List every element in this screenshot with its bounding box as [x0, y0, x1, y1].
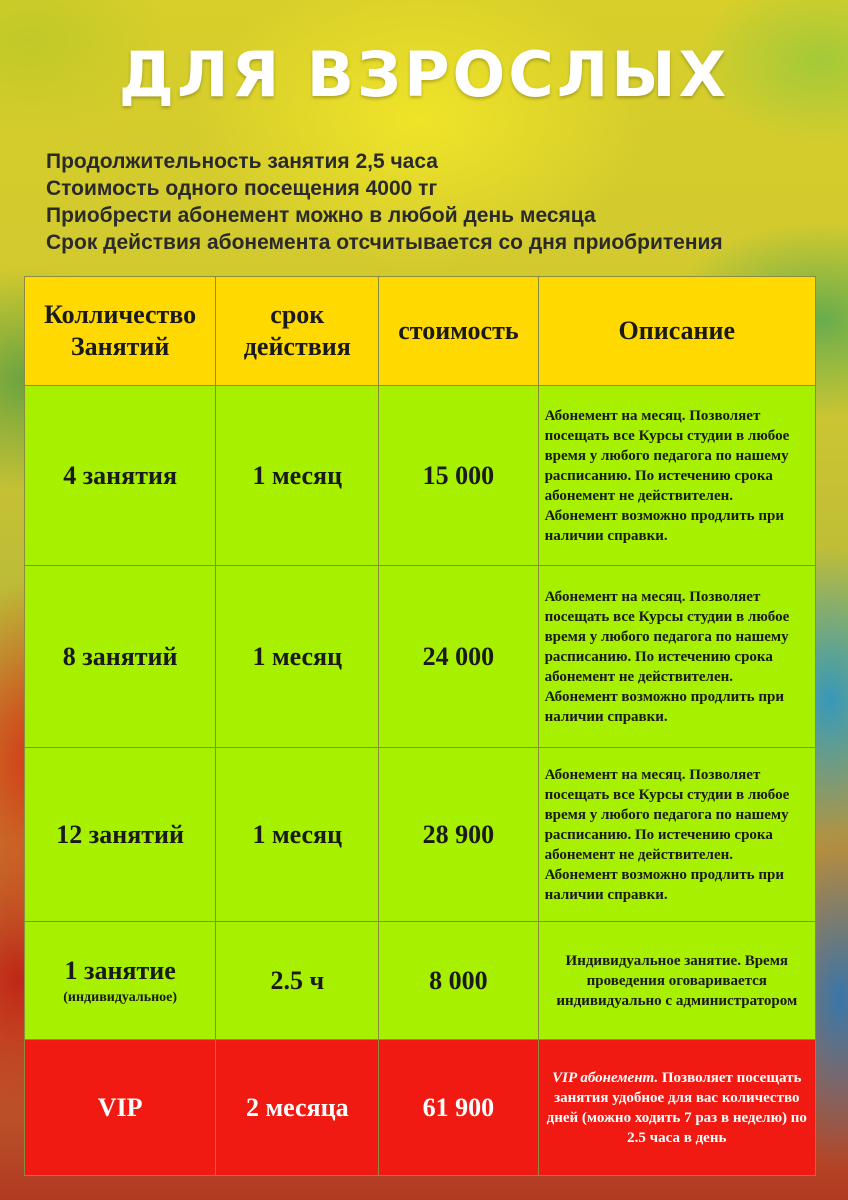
description-text: Позволяет посещать занятия удобное для вас количество дней (можно ходить 7 раз в неделю) по 2.5 часа в день	[546, 1069, 807, 1146]
description-text: Абонемент на месяц. Позволяет посещать все Курсы студии в любое время у любого педагога по нашему расписанию. По истечению срока абонемент не действителен. Абонемент возможно продлить при наличии справки.	[544, 766, 790, 903]
header-term-line1: срок	[270, 300, 325, 329]
term-value: 2 месяца	[245, 1092, 349, 1122]
term-value: 2.5 ч	[270, 965, 325, 995]
row-description	[538, 1040, 815, 1176]
vip-description-title: VIP абонемент.	[552, 1069, 659, 1086]
row-price	[379, 386, 538, 566]
table-row-vip	[25, 1040, 816, 1176]
table-row	[25, 748, 816, 922]
row-count	[25, 386, 216, 566]
table-row	[25, 386, 816, 566]
row-term	[216, 386, 379, 566]
price-value: 24 000	[422, 641, 495, 671]
row-description	[538, 566, 815, 748]
row-price	[379, 922, 538, 1040]
row-price	[379, 1040, 538, 1176]
header-count	[25, 277, 216, 386]
price-value: 28 900	[422, 819, 495, 849]
header-price: стоимость	[379, 277, 538, 386]
description-block	[539, 1068, 815, 1148]
count-value: VIP	[97, 1092, 143, 1122]
description-text: Индивидуальное занятие. Время проведения оговаривается индивидуально с администратором	[556, 952, 798, 1009]
info-duration: Продолжительность занятия 2,5 часа	[46, 150, 438, 173]
term-value: 1 месяц	[252, 641, 343, 671]
table-header-row	[25, 277, 816, 386]
price-table	[24, 276, 816, 1176]
row-count	[25, 1040, 216, 1176]
count-value: 1 занятие	[64, 955, 176, 985]
count-value: 4 занятия	[63, 460, 178, 490]
info-validity-start: Срок действия абонемента отсчитывается со дня приобритения	[46, 231, 723, 254]
table-row	[25, 922, 816, 1040]
row-count	[25, 922, 216, 1040]
info-purchase-day: Приобрести абонемент можно в любой день месяца	[46, 204, 596, 227]
price-value: 61 900	[422, 1092, 495, 1122]
description-text: Абонемент на месяц. Позволяет посещать все Курсы студии в любое время у любого педагога по нашему расписанию. По истечению срока абонемент не действителен. Абонемент возможно продлить при наличии справки.	[544, 588, 790, 725]
row-term	[216, 748, 379, 922]
count-value: 8 занятий	[62, 641, 178, 671]
row-description	[538, 386, 815, 566]
header-count-line1: Колличество	[44, 300, 197, 329]
row-term	[216, 922, 379, 1040]
row-count	[25, 748, 216, 922]
row-term	[216, 1040, 379, 1176]
description-text: Абонемент на месяц. Позволяет посещать все Курсы студии в любое время у любого педагога по нашему расписанию. По истечению срока абонемент не действителен. Абонемент возможно продлить при наличии справки.	[544, 407, 790, 544]
info-single-visit-price: Стоимость одного посещения 4000 тг	[46, 177, 438, 200]
row-price	[379, 748, 538, 922]
header-count-line2: Занятий	[70, 332, 170, 361]
price-value: 15 000	[422, 460, 495, 490]
price-value: 8 000	[429, 965, 488, 995]
row-description	[538, 748, 815, 922]
info-block	[46, 148, 836, 256]
count-note: (индивидуальное)	[63, 989, 178, 1005]
term-value: 1 месяц	[252, 819, 343, 849]
header-term	[216, 277, 379, 386]
row-count	[25, 566, 216, 748]
header-term-line2: действия	[243, 332, 351, 361]
row-description	[538, 922, 815, 1040]
header-description: Описание	[538, 277, 815, 386]
row-price	[379, 566, 538, 748]
row-term	[216, 566, 379, 748]
count-value: 12 занятий	[56, 819, 185, 849]
page-title: ДЛЯ ВЗРОСЛЫХ	[118, 38, 730, 111]
table-row	[25, 566, 816, 748]
term-value: 1 месяц	[252, 460, 343, 490]
